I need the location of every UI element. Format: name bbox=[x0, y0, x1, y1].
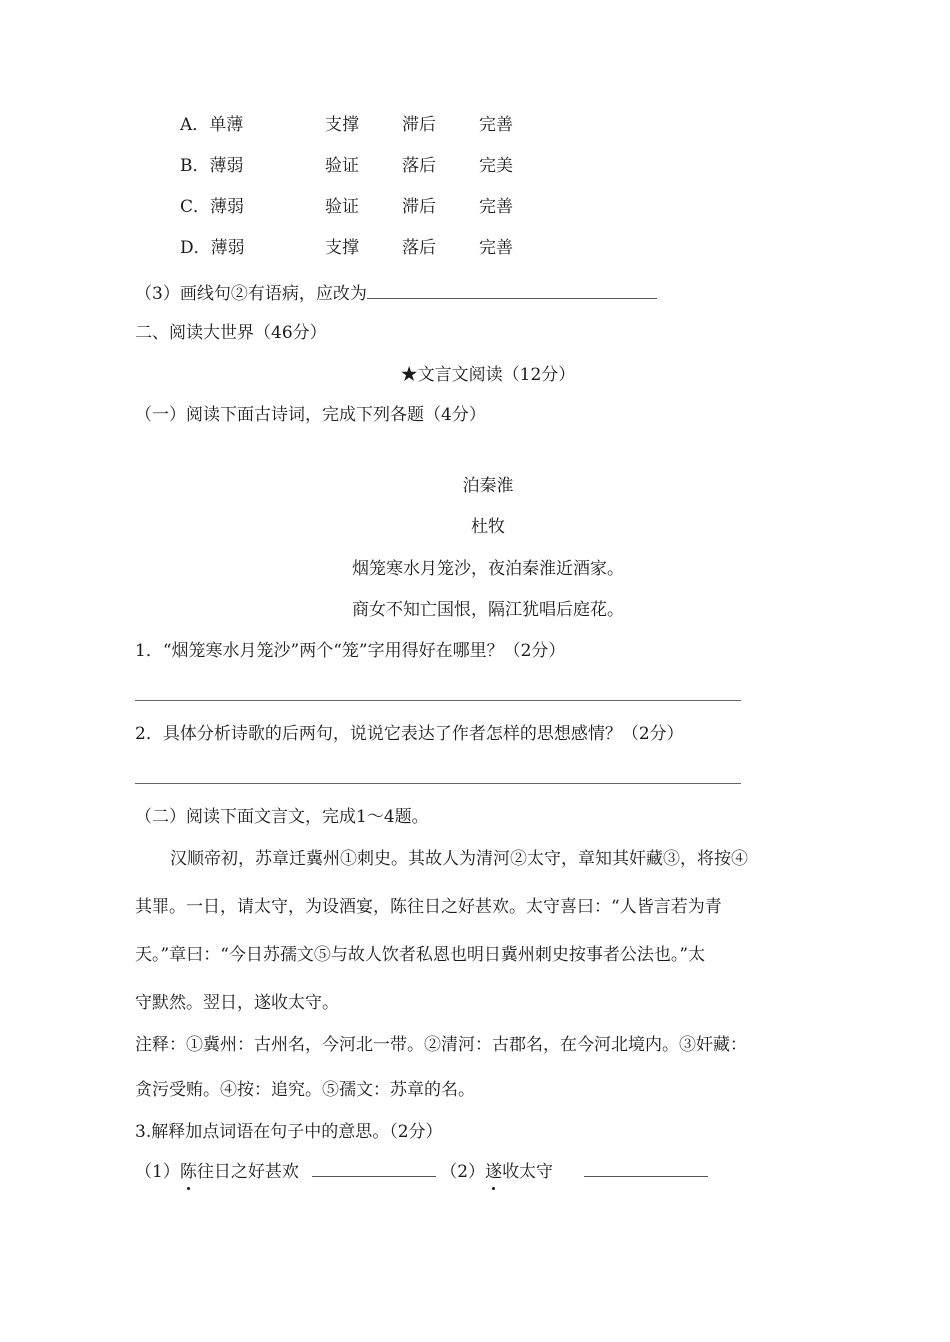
option-b-label: B．薄弱 bbox=[180, 156, 244, 176]
part-2-heading: （二）阅读下面文言文，完成1～4题。 bbox=[135, 807, 429, 827]
answer-line-1[interactable] bbox=[135, 700, 741, 701]
passage-line-2: 其罪。一日，请太守，为设酒宴，陈往日之好甚欢。太守喜曰：“人皆言若为青 bbox=[135, 897, 722, 917]
option-b-word3: 完美 bbox=[479, 156, 513, 176]
option-d-word1: 支撑 bbox=[325, 238, 359, 258]
option-b-word2: 落后 bbox=[402, 156, 436, 176]
item-1-text: 往日之好甚欢 bbox=[196, 1162, 299, 1182]
poem-line-1: 烟笼寒水月笼沙，夜泊秦淮近酒家。 bbox=[352, 559, 624, 579]
notes-line-1: 注释：①冀州：古州名，今河北一带。②清河：古郡名，在今河北境内。③奸藏： bbox=[135, 1035, 747, 1055]
option-b-word1: 验证 bbox=[325, 156, 359, 176]
passage-line-1: 汉顺帝初，苏章迁冀州①刺史。其故人为清河②太守，章知其奸藏③，将按④ bbox=[170, 849, 748, 869]
option-a-word3: 完善 bbox=[479, 115, 513, 135]
option-a bbox=[0, 114, 950, 136]
passage-line-3: 天。”章曰：“今日苏孺文⑤与故人饮者私恩也明日冀州刺史按事者公法也。”太 bbox=[135, 945, 706, 965]
item-2-prefix: （2） bbox=[440, 1162, 486, 1182]
notes-line-2: 贪污受贿。④按：追究。⑤孺文：苏章的名。 bbox=[135, 1080, 475, 1100]
part-1-heading: （一）阅读下面古诗词，完成下列各题（4分） bbox=[135, 405, 486, 425]
option-c-word3: 完善 bbox=[479, 197, 513, 217]
option-d-word2: 落后 bbox=[402, 238, 436, 258]
answer-blank-item-2[interactable] bbox=[584, 1160, 708, 1177]
option-a-word1: 支撑 bbox=[325, 115, 359, 135]
section-2-heading: 二、阅读大世界（46分） bbox=[135, 323, 327, 343]
answer-blank-item-1[interactable] bbox=[312, 1160, 436, 1177]
poem-question-2: 2．具体分析诗歌的后两句，说说它表达了作者怎样的思想感情？（2分） bbox=[135, 724, 684, 744]
item-1-prefix: （1） bbox=[135, 1162, 180, 1182]
question-3-explain: 3.解释加点词语在句子中的意思。（2分） bbox=[135, 1122, 443, 1142]
poem-line-2: 商女不知亡国恨，隔江犹唱后庭花。 bbox=[352, 600, 624, 620]
item-1-dotted-word: 陈 bbox=[179, 1162, 197, 1182]
item-2-dotted-word: 遂 bbox=[485, 1162, 503, 1182]
poem-title: 泊秦淮 bbox=[462, 476, 514, 496]
option-a-word2: 滞后 bbox=[402, 115, 436, 135]
option-c-word1: 验证 bbox=[325, 197, 359, 217]
classical-reading-heading: ★文言文阅读（12分） bbox=[400, 365, 576, 385]
question-3-items bbox=[135, 1160, 708, 1183]
passage-line-4: 守默然。翌日，遂收太守。 bbox=[135, 993, 339, 1013]
option-b bbox=[0, 155, 950, 177]
item-2-text: 收太守 bbox=[502, 1162, 554, 1182]
option-d-word3: 完善 bbox=[479, 238, 513, 258]
poem-question-1: 1．“烟笼寒水月笼沙”两个“笼”字用得好在哪里？（2分） bbox=[135, 641, 566, 661]
option-d-label: D．薄弱 bbox=[180, 238, 245, 258]
option-c-label: C．薄弱 bbox=[180, 197, 245, 217]
answer-line-2[interactable] bbox=[135, 783, 741, 784]
question-3-correction bbox=[135, 282, 657, 305]
answer-blank-correction[interactable] bbox=[367, 282, 657, 299]
option-c-word2: 滞后 bbox=[402, 197, 436, 217]
option-a-label: A．单薄 bbox=[180, 115, 244, 135]
poem-author: 杜牧 bbox=[471, 517, 505, 537]
question-3-prompt: （3）画线句②有语病，应改为 bbox=[135, 284, 367, 304]
option-c bbox=[0, 196, 950, 218]
option-d bbox=[0, 237, 950, 259]
